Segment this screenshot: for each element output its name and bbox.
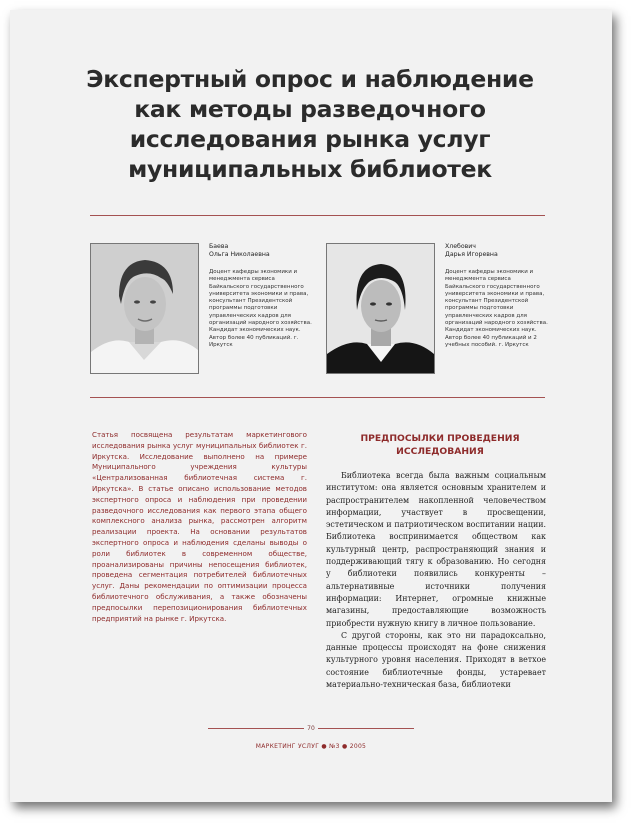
author-1-bio: Доцент кафедры экономики и менеджмента сервиса Байкальского государственного университета экономики и права, консультант Президентской программы подготовки управленческих кадров для организаций народного хозяйства. Кандидат экономических наук. Автор более 40 публикаций. г. Иркутск — [209, 269, 312, 348]
section-heading-line-2: ИССЛЕДОВАНИЯ — [396, 446, 484, 457]
article-title — [70, 64, 550, 184]
page-number: 70 — [307, 725, 315, 732]
body-paragraph-1: Библиотека всегда была важным социальным институтом: она является основным хранителем и распространителем накопленной человечеством информации, участвует в просвещении, эстетическом и патриотическом воспитании нации. Библиотека воспринимается обществом как культурный центр, распространяющий знания и поддерживающий тягу к образованию. Но сегодня у библиотеки появились конкуренты – альтернативные источники получения информации: Интернет, огромные книжные магазины, предоставляющие возможность приобрести нужную книгу в личное пользование. — [326, 471, 546, 628]
author-1-photo — [90, 243, 199, 374]
title-line-4: муниципальных библиотек — [128, 155, 492, 183]
top-divider — [90, 215, 545, 216]
author-1-given-name: Ольга Николаевна — [209, 251, 270, 258]
middle-divider — [90, 397, 545, 398]
author-2-surname: Хлебович — [445, 243, 476, 250]
title-line-3: исследования рынка услуг — [129, 125, 491, 153]
journal-footer: МАРКЕТИНГ УСЛУГ ● №3 ● 2005 — [255, 743, 367, 750]
author-2-photo — [326, 243, 435, 374]
author-2-given-name: Дарья Игоревна — [445, 251, 498, 258]
article-abstract: Статья посвящена результатам маркетингового исследования рынка услуг муниципальных библиотек г. Иркутска. Исследование выполнено на примере Муниципального учреждения культуры «Централизованная библиотечная система г. Иркутска». В статье описано использование методов экспертного опроса и наблюдения при проведении разведочного исследования как первого этапа общего комплексного анализа рынка, рассмотрен алгоритм реализации проекта. На основании результатов экспертного опроса и наблюдения сделаны выводы о роли библиотек в современном обществе, проанализированы причины непосещения библиотек, проведена сегментация потребителей библиотечных услуг. Даны рекомендации по оптимизации процесса библиотечного обслуживания, а также обозначены предпосылки перепозиционирования библиотечных предприятий на рынке г. Иркутска. — [92, 430, 307, 623]
author-2-bio: Доцент кафедры экономики и менеджмента сервиса Байкальского государственного университета экономики и права, консультант Президентской программы подготовки управленческих кадров для организаций народного хозяйства. Кандидат экономических наук. Автор более 40 публикаций и 2 учебных пособий. г. Иркутск — [445, 269, 548, 348]
article-body — [326, 470, 546, 691]
author-1-surname: Баева — [209, 243, 229, 250]
title-line-1: Экспертный опрос и наблюдение — [86, 65, 534, 93]
footer-rule-right — [318, 728, 414, 729]
section-heading-line-1: ПРЕДПОСЫЛКИ ПРОВЕДЕНИЯ — [360, 433, 520, 444]
author-2-name — [445, 243, 498, 259]
author-1-name — [209, 243, 270, 259]
section-heading — [335, 432, 545, 458]
title-line-2: как методы разведочного — [134, 95, 486, 123]
journal-page — [10, 10, 612, 802]
body-paragraph-2: С другой стороны, как это ни парадоксально, данные процессы происходят на фоне снижения культурного уровня населения. Приходят в ветхое состояние библиотечные фонды, устаревает материально-техническая база, библиотеки — [326, 630, 546, 690]
